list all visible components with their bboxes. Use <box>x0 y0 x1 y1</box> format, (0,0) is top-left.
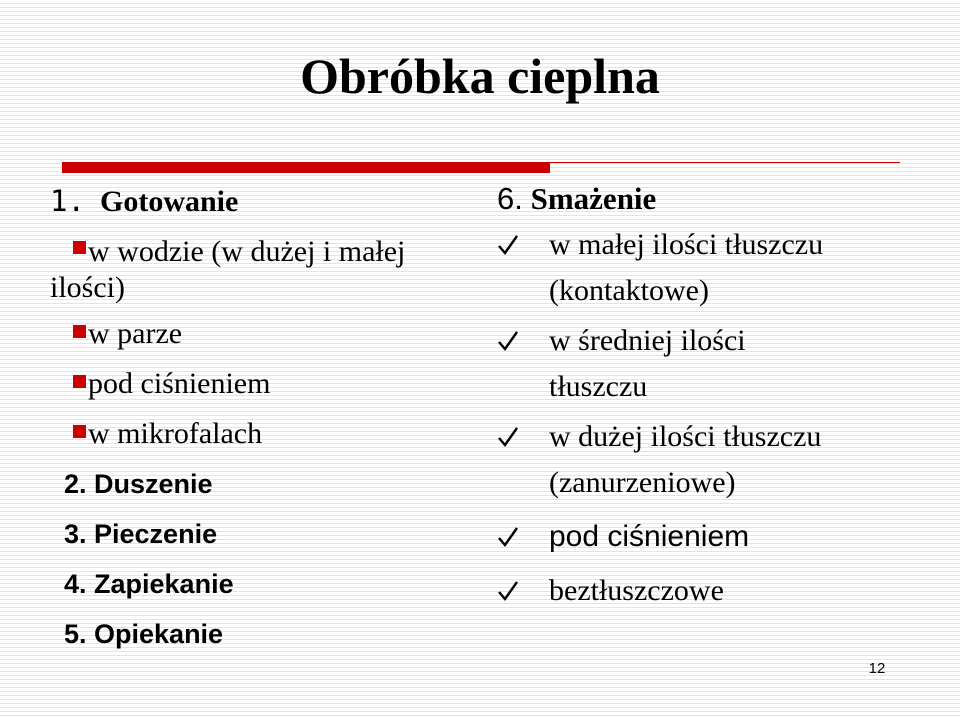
left-heading-text: Gotowanie <box>100 185 239 218</box>
list-item-line1: w dużej ilości tłuszczu <box>549 420 822 453</box>
list-item-line1: w wodzie (w dużej i małej <box>88 235 406 268</box>
page-number: 12 <box>868 660 886 677</box>
numbered-item-duszenie: 2. Duszenie <box>64 469 213 499</box>
right-heading-text: Smażenie <box>530 181 657 216</box>
slide-title-text: Obróbka cieplna <box>300 48 660 104</box>
list-item-text: beztłuszczowe <box>549 574 724 607</box>
list-item <box>50 227 480 275</box>
list-item <box>497 318 917 410</box>
red-square-icon <box>73 325 86 338</box>
right-column <box>497 176 917 614</box>
slide-title <box>0 46 960 106</box>
list-item <box>497 568 917 614</box>
red-square-icon <box>73 425 86 438</box>
list-item-line2: tłuszczu <box>549 370 648 403</box>
list-item-line2: (zanurzeniowe) <box>549 466 736 499</box>
list-item-line2: ilości) <box>50 271 125 304</box>
list-item-line1: w małej ilości tłuszczu <box>549 228 824 261</box>
numbered-item-opiekanie: 5. Opiekanie <box>64 619 224 649</box>
numbered-item-zapiekanie: 4. Zapiekanie <box>64 569 234 599</box>
right-heading <box>497 176 917 222</box>
checkmark-icon <box>497 425 519 449</box>
list-item <box>497 414 917 506</box>
title-divider-thick <box>62 162 550 173</box>
list-item-line2: (kontaktowe) <box>549 274 709 307</box>
checkmark-icon <box>497 579 519 603</box>
left-heading <box>50 176 480 227</box>
list-item <box>50 309 480 359</box>
red-square-icon <box>73 375 86 388</box>
list-item <box>497 514 917 560</box>
list-item-text: pod ciśnieniem <box>88 367 271 400</box>
left-heading-number: 1. <box>50 184 85 218</box>
list-item <box>50 359 480 409</box>
left-column <box>50 176 480 659</box>
numbered-item-pieczenie: 3. Pieczenie <box>64 519 218 549</box>
list-item-text: w parze <box>88 317 183 350</box>
checkmark-icon <box>497 233 519 257</box>
checkmark-icon <box>497 329 519 353</box>
list-item-line1: w średniej ilości <box>549 324 746 357</box>
red-square-icon <box>73 241 86 254</box>
title-divider-thin <box>550 162 900 163</box>
checkmark-icon <box>497 525 519 549</box>
list-item <box>50 409 480 459</box>
right-heading-number: 6. <box>497 181 523 216</box>
list-item <box>497 222 917 314</box>
list-item-text: w mikrofalach <box>88 417 263 450</box>
list-item-text: pod ciśnieniem <box>549 520 750 553</box>
